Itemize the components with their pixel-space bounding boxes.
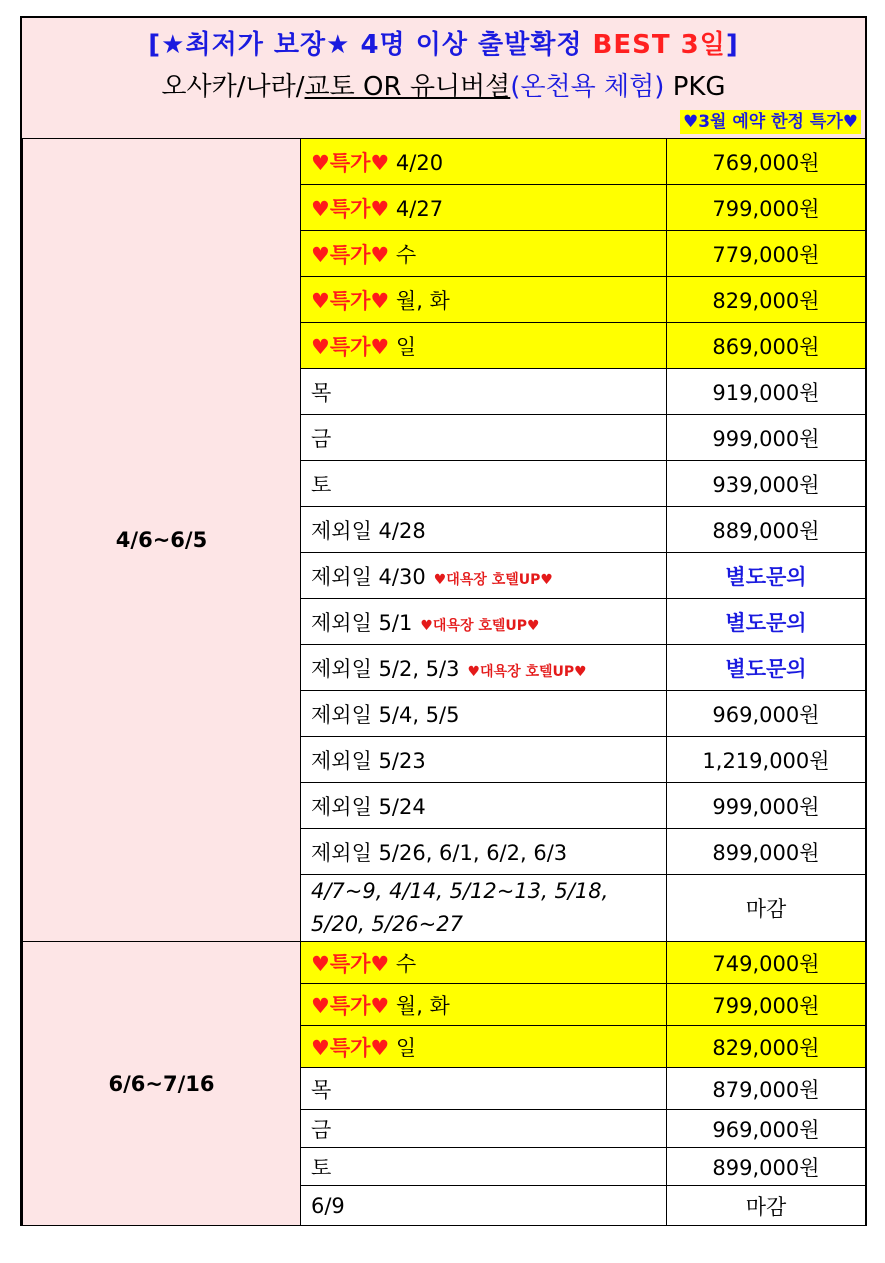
departure-date-label: 토 (311, 472, 332, 497)
departure-date-label: 금 (311, 426, 332, 451)
period-range: 6/6~7/16 (23, 942, 301, 1226)
departure-date-cell (301, 984, 667, 1026)
departure-date-cell (301, 369, 667, 415)
price-cell: 799,000원 (667, 185, 866, 231)
departure-date-cell (301, 645, 667, 691)
departure-date-cell (301, 507, 667, 553)
inquiry-label: 별도문의 (667, 599, 866, 645)
departure-date-label: 제외일 5/24 (311, 794, 426, 819)
departure-date-cell (301, 185, 667, 231)
price-sheet (20, 16, 867, 1226)
promo-badge: ♥3월 예약 한정 특가♥ (680, 110, 861, 134)
price-cell: 799,000원 (667, 984, 866, 1026)
price-cell: 999,000원 (667, 783, 866, 829)
departure-date-label: 제외일 5/2, 5/3 (311, 656, 460, 681)
price-cell: 829,000원 (667, 1026, 866, 1068)
departure-date-cell (301, 323, 667, 369)
hotel-upgrade-tag: ♥대욕장 호텔UP♥ (433, 571, 553, 588)
departure-date-cell (301, 415, 667, 461)
hotel-upgrade-tag: ♥대욕장 호텔UP♥ (420, 617, 540, 634)
departure-date-cell (301, 783, 667, 829)
price-cell: 899,000원 (667, 829, 866, 875)
header (22, 18, 865, 140)
departure-date-label: 목 (311, 1077, 332, 1102)
departure-date-label: 4/7~9, 4/14, 5/12~13, 5/18, 5/20, 5/26~27 (311, 879, 609, 936)
price-cell: 779,000원 (667, 231, 866, 277)
departure-date-label: 월, 화 (395, 993, 450, 1018)
table-row (23, 942, 866, 984)
special-price-tag: ♥특가♥ (311, 288, 390, 313)
price-cell: 마감 (667, 875, 866, 942)
special-price-tag: ♥특가♥ (311, 993, 390, 1018)
departure-date-label: 제외일 4/28 (311, 518, 426, 543)
page-title: [★최저가 보장★ 4명 이상 출발확정 BEST 3일] (148, 30, 739, 60)
price-cell: 879,000원 (667, 1068, 866, 1110)
departure-date-label: 수 (395, 951, 417, 976)
price-cell: 939,000원 (667, 461, 866, 507)
departure-date-label: 목 (311, 380, 332, 405)
departure-date-label: 제외일 5/23 (311, 748, 426, 773)
departure-date-cell (301, 1148, 667, 1186)
departure-date-label: 4/27 (395, 196, 444, 221)
departure-date-cell (301, 1068, 667, 1110)
departure-date-cell (301, 1026, 667, 1068)
price-cell: 999,000원 (667, 415, 866, 461)
departure-date-label: 제외일 4/30 (311, 564, 426, 589)
departure-date-cell (301, 139, 667, 185)
departure-date-cell (301, 277, 667, 323)
special-price-tag: ♥특가♥ (311, 150, 390, 175)
price-cell: 889,000원 (667, 507, 866, 553)
departure-date-cell (301, 737, 667, 783)
price-cell: 769,000원 (667, 139, 866, 185)
departure-date-label: 일 (395, 334, 417, 359)
departure-date-label: 토 (311, 1155, 332, 1180)
departure-date-label: 수 (395, 242, 417, 267)
best-3days-label: BEST 3일 (592, 30, 726, 60)
special-price-tag: ♥특가♥ (311, 951, 390, 976)
departure-date-cell (301, 231, 667, 277)
special-price-tag: ♥특가♥ (311, 242, 390, 267)
price-table (22, 138, 866, 1226)
period-range: 4/6~6/5 (23, 139, 301, 942)
departure-date-label: 금 (311, 1117, 332, 1142)
page-subtitle: 오사카/나라/교토 OR 유니버셜(온천욕 체험) PKG (161, 72, 726, 102)
special-price-tag: ♥특가♥ (311, 1035, 390, 1060)
departure-date-label: 일 (395, 1035, 417, 1060)
hotel-upgrade-tag: ♥대욕장 호텔UP♥ (467, 663, 587, 680)
price-cell: 919,000원 (667, 369, 866, 415)
departure-date-label: 제외일 5/1 (311, 610, 413, 635)
departure-date-label: 6/9 (311, 1193, 345, 1218)
price-cell: 1,219,000원 (667, 737, 866, 783)
departure-date-cell (301, 1186, 667, 1226)
kyoto-universal-label: 교토 OR 유니버셜 (304, 72, 511, 102)
departure-date-label: 제외일 5/4, 5/5 (311, 702, 460, 727)
price-cell: 869,000원 (667, 323, 866, 369)
price-cell: 마감 (667, 1186, 866, 1226)
departure-date-label: 제외일 5/26, 6/1, 6/2, 6/3 (311, 840, 568, 865)
inquiry-label: 별도문의 (667, 645, 866, 691)
departure-date-cell (301, 461, 667, 507)
departure-date-cell (301, 599, 667, 645)
price-cell: 899,000원 (667, 1148, 866, 1186)
price-cell: 829,000원 (667, 277, 866, 323)
price-cell: 969,000원 (667, 1110, 866, 1148)
departure-date-cell (301, 691, 667, 737)
special-price-tag: ♥특가♥ (311, 334, 390, 359)
price-cell: 749,000원 (667, 942, 866, 984)
departure-date-label: 4/20 (395, 150, 444, 175)
departure-date-cell (301, 1110, 667, 1148)
departure-date-label: 월, 화 (395, 288, 450, 313)
departure-date-cell (301, 942, 667, 984)
price-cell: 969,000원 (667, 691, 866, 737)
onsen-label: (온천욕 체험) (510, 72, 665, 102)
departure-date-cell (301, 829, 667, 875)
departure-date-cell (301, 553, 667, 599)
table-row (23, 139, 866, 185)
special-price-tag: ♥특가♥ (311, 196, 390, 221)
departure-date-cell (301, 875, 667, 942)
inquiry-label: 별도문의 (667, 553, 866, 599)
